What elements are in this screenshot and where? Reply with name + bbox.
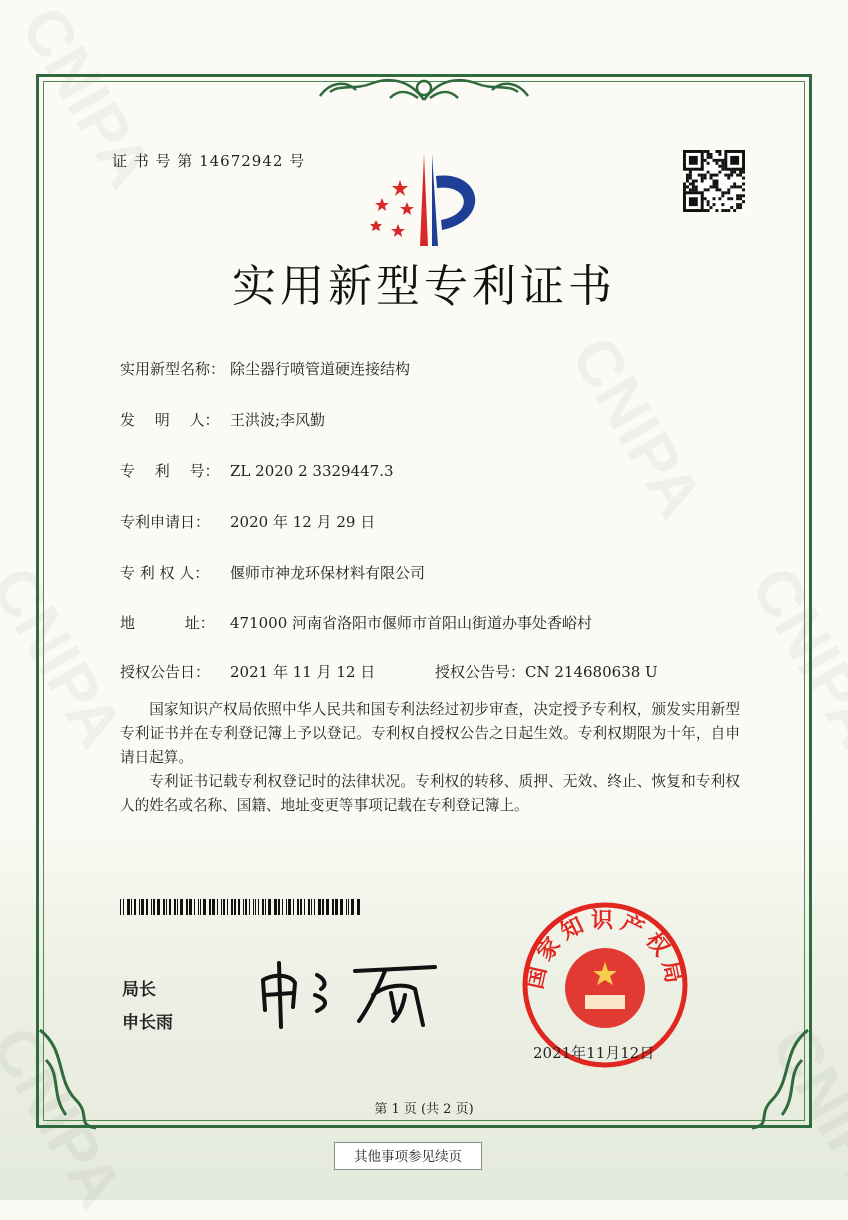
field-label: 专 利 号： bbox=[120, 462, 220, 480]
field-value: 2021 年 11 月 12 日 bbox=[230, 663, 376, 681]
paragraph: 专利证书记载专利权登记时的法律状况。专利权的转移、质押、无效、终止、恢复和专利权人的姓名或名称、国籍、地址变更等事项记载在专利登记簿上。 bbox=[120, 773, 740, 814]
field-announcement-number bbox=[435, 661, 658, 682]
director-title: 局长 bbox=[122, 980, 156, 1000]
field-utility-model-name bbox=[120, 358, 410, 379]
field-value: 除尘器行喷管道硬连接结构 bbox=[230, 360, 411, 378]
field-application-date bbox=[120, 511, 375, 532]
field-label: 发 明 人： bbox=[120, 411, 220, 429]
field-address bbox=[120, 612, 592, 633]
seal-text: 国家知识产权局 bbox=[522, 908, 688, 992]
top-ornament bbox=[300, 70, 548, 106]
field-value: ZL 2020 2 3329447.3 bbox=[230, 462, 394, 480]
field-value: CN 214680638 U bbox=[525, 663, 658, 681]
page-title: 实用新型专利证书 bbox=[232, 261, 616, 312]
director-name: 申长雨 bbox=[122, 1013, 173, 1033]
barcode bbox=[120, 899, 360, 915]
field-grant-date bbox=[120, 661, 375, 682]
field-label: 专 利 权 人： bbox=[120, 564, 210, 582]
certificate-number: 证 书 号 第 14672942 号 bbox=[112, 152, 306, 170]
director-signature bbox=[255, 955, 440, 1030]
field-value: 2020 年 12 月 29 日 bbox=[230, 513, 376, 531]
field-inventors bbox=[120, 409, 325, 430]
field-label: 授权公告日： bbox=[120, 663, 211, 681]
cnipa-logo bbox=[362, 150, 492, 250]
certificate-body bbox=[120, 698, 740, 818]
field-value: 王洪波;李风勤 bbox=[230, 411, 326, 429]
field-label: 实用新型名称： bbox=[120, 360, 226, 378]
field-patentee bbox=[120, 562, 425, 583]
field-label: 专利申请日： bbox=[120, 513, 211, 531]
seal-date: 2021年11月12日 bbox=[533, 1044, 655, 1062]
field-label: 授权公告号： bbox=[435, 663, 526, 681]
field-patent-number bbox=[120, 460, 394, 481]
field-value: 偃师市神龙环保材料有限公司 bbox=[230, 564, 426, 582]
continuation-note: 其他事项参见续页 bbox=[334, 1142, 482, 1170]
field-value: 471000 河南省洛阳市偃师市首阳山街道办事处香峪村 bbox=[230, 614, 593, 632]
field-label: 地 址： bbox=[120, 614, 215, 632]
qr-code[interactable] bbox=[683, 150, 745, 212]
paragraph: 国家知识产权局依照中华人民共和国专利法经过初步审查，决定授予专利权，颁发实用新型专利证书并在专利登记簿上予以登记。专利权自授权公告之日起生效。专利权期限为十年，自申请日起算。 bbox=[120, 701, 740, 766]
page-number: 第 1 页 (共 2 页) bbox=[374, 1102, 474, 1117]
